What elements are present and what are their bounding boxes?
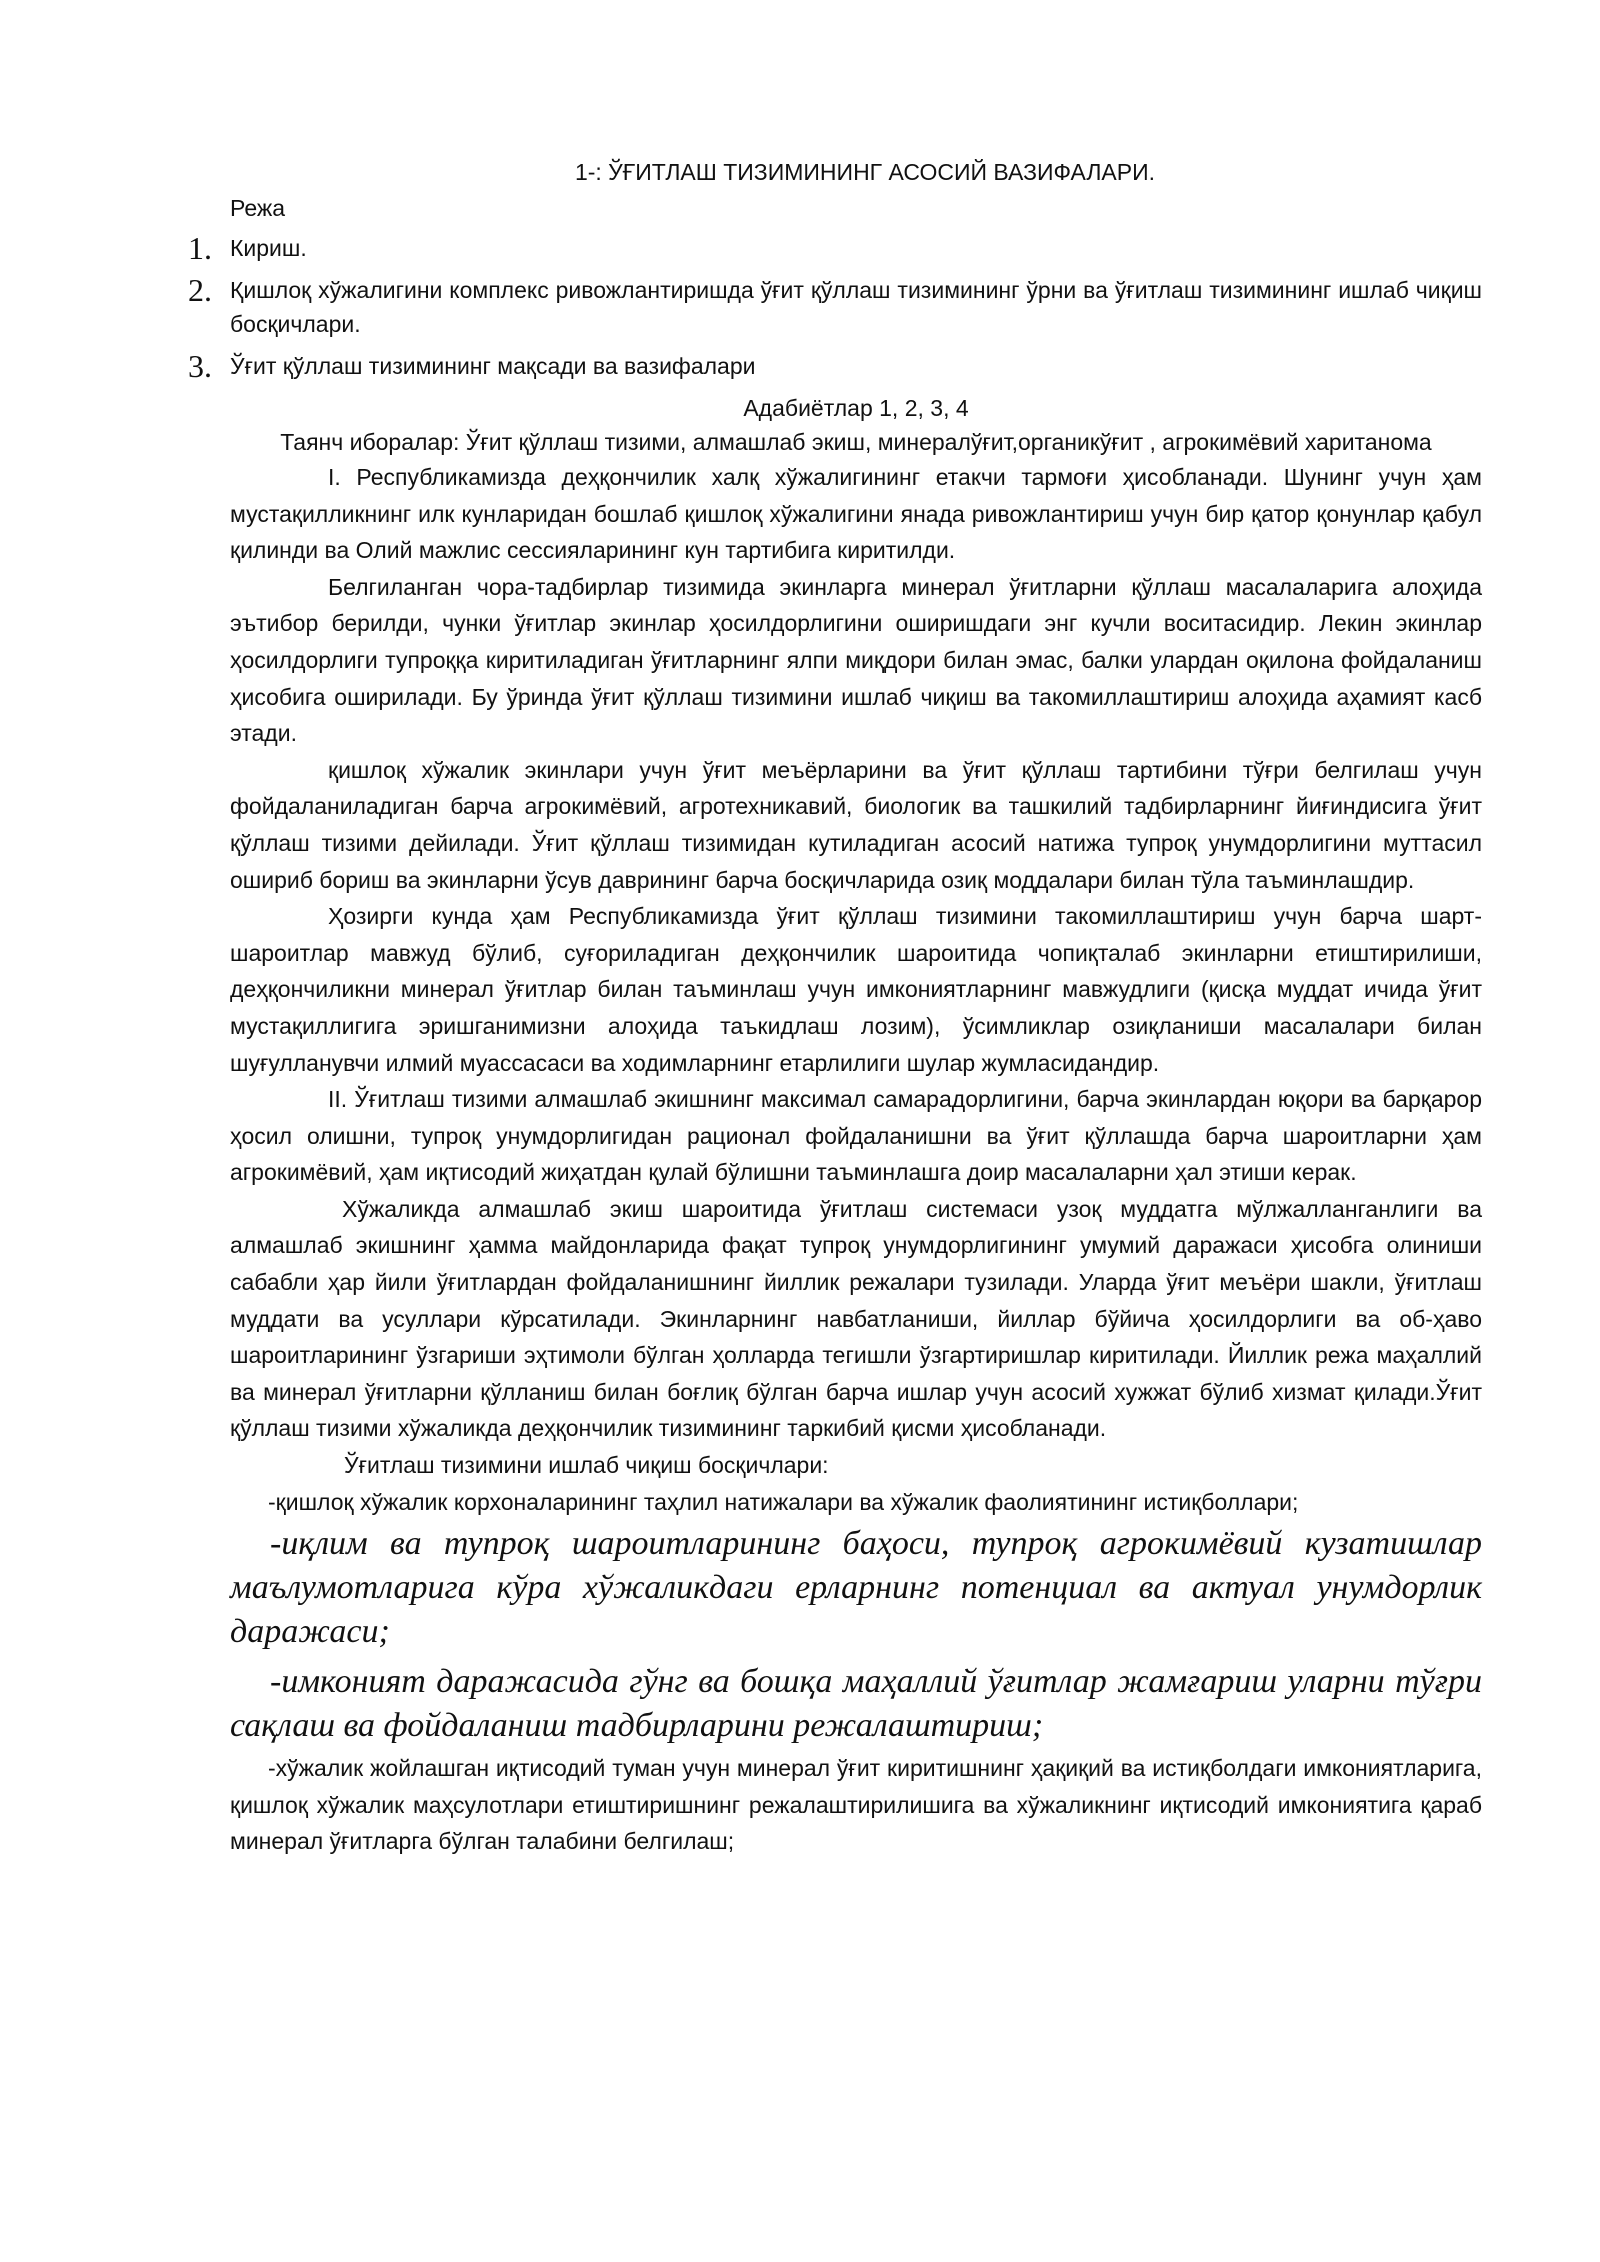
plan-list bbox=[188, 230, 1482, 384]
paragraph: I. Республикамизда деҳқончилик халқ хўжалигининг етакчи тармоғи ҳисобланади. Шунинг учун ҳам мустақилликнинг илк кунларидан бошлаб қишлоқ хўжалигини янада ривожлантириш учун бир қатор қонунлар қабул қилинди ва Олий мажлис сессияларининг кун тартибига киритилди. bbox=[230, 464, 1482, 564]
paragraph: Белгиланган чора-тадбирлар тизимида экинларга минерал ўғитларни қўллаш масалаларига алоҳида эътибор берилди, чунки ўғитлар экинлар ҳосилдорлигини оширишдаги энг кучли воситасидир. Лекин экинлар ҳосилдорлиги тупроққа киритиладиган ўғитларнинг ялпи миқдори билан эмас, балки улардан оқилона фойдаланиш ҳисобига оширилади. Бу ўринда ўғит қўллаш тизимини ишлаб чиқиш ва такомиллаштириш алоҳида аҳамият касб этади. bbox=[230, 573, 1482, 747]
keywords-line: Таянч иборалар: Ўғит қўллаш тизими, алмашлаб экиш, минералўғит,органикўғит , агрокимёвий хаританома bbox=[280, 429, 1432, 455]
plan-item bbox=[188, 230, 1482, 266]
plan-item-number: 1. bbox=[188, 230, 212, 266]
stage-item-italic: -имконият даражасида гўнг ва бошқа маҳаллий ўғитлар жамғариш уларни тўғри сақлаш ва фойдаланиш тадбирларини режалаштириш; bbox=[230, 1663, 1482, 1745]
stage-item: -қишлоқ хўжалик корхоналарининг таҳлил натижалари ва хўжалик фаолиятининг истиқболлари; bbox=[268, 1488, 1299, 1515]
paragraph: II. Ўғитлаш тизими алмашлаб экишнинг максимал самарадорлигини, барча экинлардан юқори ва барқарор ҳосил олишни, тупроқ унумдорлигидан рационал фойдаланишни ва ўғит қўллашда барча шароитларни ҳам агрокимёвий, ҳам иқтисодий жиҳатдан қулай бўлишни таъминлашга доир масалаларни ҳал этиши керак. bbox=[230, 1086, 1482, 1186]
plan-item-text: Қишлоқ хўжалигини комплекс ривожлантиришда ўғит қўллаш тизимининг ўрни ва ўғитлаш тизимининг ишлаб чиқиш босқичлари. bbox=[230, 277, 1482, 337]
plan-item bbox=[188, 348, 1482, 384]
stages-heading: Ўғитлаш тизимини ишлаб чиқиш босқичлари: bbox=[344, 1452, 829, 1479]
literature-line: Адабиётлар 1, 2, 3, 4 bbox=[743, 395, 969, 421]
plan-item-number: 3. bbox=[188, 348, 212, 384]
plan-item bbox=[188, 272, 1482, 341]
plan-item-text: Ўғит қўллаш тизимининг мақсади ва вазифалари bbox=[230, 353, 756, 379]
paragraph: Хўжаликда алмашлаб экиш шароитида ўғитлаш системаси узоқ муддатга мўлжалланганлиги ва алмашлаб экишнинг ҳамма майдонларида фақат тупроқ унумдорлигининг умумий даражаси ҳисобга олиниши сабабли ҳар йили ўғитлардан фойдаланишнинг йиллик режалари тузилади. Уларда ўғит меъёри шакли, ўғитлаш муддати ва усуллари кўрсатилади. Экинларнинг навбатланиши, йиллар бўйича ҳосилдорлиги ва об-ҳаво шароитларининг ўзгариши эҳтимоли бўлган ҳолларда тегишли ўзгартиришлар киритилади. Йиллик режа маҳаллий ва минерал ўғитларни қўлланиш билан боғлиқ бўлган барча ишлар учун асосий хужжат бўлиб хизмат қилади.Ўғит қўллаш тизими хўжаликда деҳқончилик тизимининг таркибий қисми ҳисобланади. bbox=[230, 1195, 1482, 1442]
stage-item-italic: -иқлим ва тупроқ шароитларининг баҳоси, тупроқ агрокимёвий кузатишлар маълумотларига кўра хўжаликдаги ерларнинг потенциал ва актуал унумдорлик даражаси; bbox=[230, 1525, 1482, 1651]
stage-item: -хўжалик жойлашган иқтисодий туман учун минерал ўғит киритишнинг ҳақиқий ва истиқболдаги имкониятларига, қишлоқ хўжалик маҳсулотлари етиштиришнинг режалаштирилишига ва хўжаликнинг иқтисодий имкониятига қараб минерал ўғитларга бўлган талабини белгилаш; bbox=[230, 1755, 1482, 1855]
plan-item-number: 2. bbox=[188, 272, 212, 308]
paragraph: қишлоқ хўжалик экинлари учун ўғит меъёрларини ва ўғит қўллаш тартибини тўғри белгилаш учун фойдаланиладиган барча агрокимёвий, агротехникавий, биологик ва ташкилий тадбирларнинг йиғиндисига ўғит қўллаш тизими дейилади. Ўғит қўллаш тизимидан кутиладиган асосий натижа тупроқ унумдорлигини муттасил ошириб бориш ва экинларни ўсув даврининг барча босқичларида озиқ моддалари билан тўла таъминлашдир. bbox=[230, 756, 1482, 893]
document-title: 1-: ЎҒИТЛАШ ТИЗИМИНИНГ АСОСИЙ ВАЗИФАЛАРИ. bbox=[574, 159, 1156, 185]
plan-item-text: Кириш. bbox=[230, 235, 307, 261]
plan-heading: Режа bbox=[230, 195, 286, 221]
paragraph: Ҳозирги кунда ҳам Республикамизда ўғит қўллаш тизимини такомиллаштириш учун барча шарт-шароитлар мавжуд бўлиб, суғориладиган деҳқончилик шароитида чопиқталаб экинларни етиштирилиши, деҳқончиликни минерал ўғитлар билан таъминлаш учун имкониятларнинг мавжудлиги (қисқа муддат ичида ўғит мустақиллигига эришганимизни алоҳида таъкидлаш лозим), ўсимликлар озиқланиши масалалари билан шуғулланувчи илмий муассасаси ва ходимларнинг етарлилиги шулар жумласидандир. bbox=[230, 903, 1482, 1076]
